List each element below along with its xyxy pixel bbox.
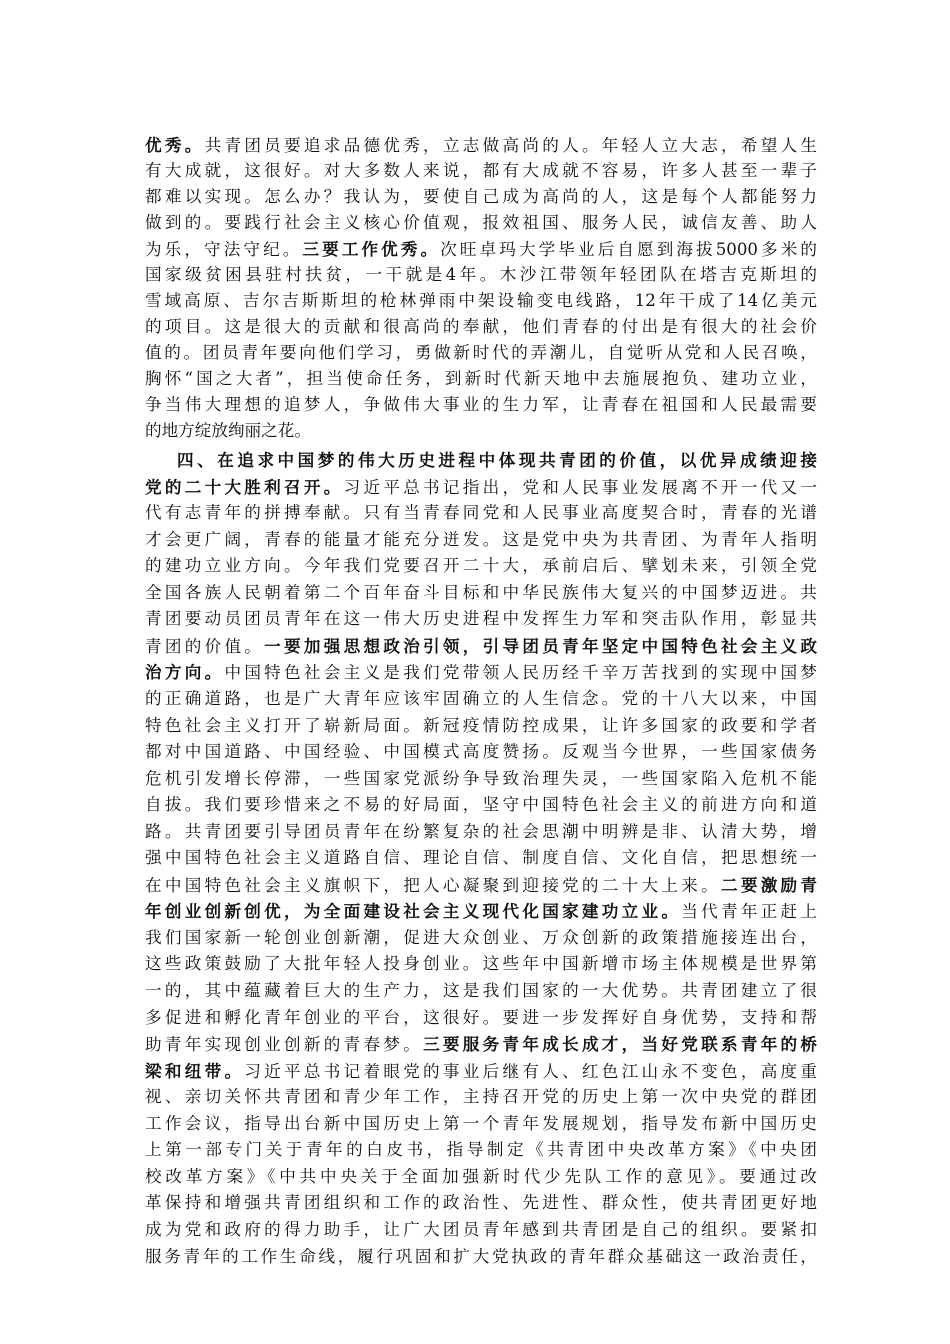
text-segment: 服务青年的工作生命线，履行巩固和扩大党执政的青年群众基础这一政治责任， — [145, 1246, 817, 1266]
text-line — [145, 925, 817, 951]
text-line — [145, 580, 817, 606]
text-segment: 做到的。要践行社会主义核心价值观，报效祖国、服务人民，诚信友善、助人 — [145, 213, 817, 232]
text-line — [145, 340, 817, 366]
bold-text-segment: 二要激励青 — [720, 874, 818, 895]
text-segment: 这些政策鼓励了大批年轻人投身创业。这些年中国新增市场主体规模是世界第 — [145, 954, 817, 974]
text-line — [145, 132, 817, 158]
text-line — [145, 366, 817, 392]
text-line — [145, 951, 817, 977]
text-line — [145, 1005, 817, 1031]
text-line — [145, 1164, 817, 1190]
text-line — [145, 527, 817, 553]
text-segment: 视、亲切关怀共青团和青少年工作，主持召开党的历史上第一次中央党的群团 — [145, 1087, 817, 1107]
text-line — [145, 1111, 817, 1137]
text-line — [145, 262, 817, 288]
text-segment: 青团的价值。 — [145, 636, 265, 656]
text-segment: 路。共青团要引导团员青年在纷繁复杂的社会思潮中明辨是非、认清大势，增 — [145, 821, 817, 841]
text-segment: 中国特色社会主义是我们党带领人民历经千辛万苦找到的实现中国梦 — [224, 663, 818, 683]
text-line — [145, 766, 817, 792]
text-line — [145, 474, 817, 500]
text-segment: 助青年实现创业创新的青春梦。 — [145, 1035, 424, 1055]
text-segment: 代有志青年的拼搏奉献。只有当青春同党和人民事业高度契合时，青春的光谱 — [145, 503, 817, 523]
text-line — [177, 447, 817, 473]
text-segment: 为乐，守法守纪。 — [145, 240, 303, 259]
text-line — [145, 792, 817, 818]
text-line — [145, 978, 817, 1004]
text-line — [145, 1058, 817, 1084]
bold-text-segment: 梁和纽带。 — [145, 1060, 245, 1081]
text-line — [145, 659, 817, 685]
text-segment: 都难以实现。怎么办？我认为，要使自己成为高尚的人，这是每个人都能努力 — [145, 187, 817, 206]
text-segment: 胸怀“国之大者”，担当使命任务，到新时代新天地中去施展抱负、建功立业， — [145, 369, 817, 388]
text-line — [145, 288, 817, 314]
text-segment: 危机引发增长停滞，一些国家党派纷争导致治理失灵，一些国家陷入危机不能 — [145, 768, 817, 788]
bold-text-segment: 三要工作优秀。 — [302, 239, 441, 259]
text-line — [145, 210, 817, 236]
text-segment: 上第一部专门关于青年的白皮书，指导制定《共青团中央改革方案》《中央团 — [145, 1140, 817, 1160]
text-segment: 成为党和政府的得力助手，让广大团员青年感到共青团是自己的组织。要紧扣 — [145, 1219, 817, 1239]
text-line — [145, 686, 817, 712]
text-segment: 革保持和增强共青团组织和工作的政治性、先进性、群众性，使共青团更好地 — [145, 1193, 817, 1213]
bold-text-segment: 三要服务青年成长成才，当好党联系青年的桥 — [423, 1034, 818, 1055]
text-segment: 的地方绽放绚丽之花。 — [145, 421, 311, 440]
text-segment: 校改革方案》《中共中央关于全面加强新时代少先队工作的意见》。要通过改 — [145, 1166, 817, 1186]
text-line — [145, 1217, 817, 1243]
text-line — [145, 1031, 817, 1057]
text-segment: 值的。团员青年要向他们学习，勇做新时代的弄潮儿，自觉听从党和人民召唤， — [145, 343, 817, 362]
text-line — [145, 872, 817, 898]
text-line — [145, 392, 817, 418]
text-segment: 的正确道路，也是广大青年应该牢固确立的人生信念。党的十八大以来，中国 — [145, 688, 817, 708]
text-segment: 当代青年正赶上 — [681, 902, 818, 922]
text-segment: 才会更广阔，青春的能量才能充分迸发。这是党中央为共青团、为青年人指明 — [145, 529, 817, 549]
text-segment: 在中国特色社会主义旗帜下，把人心凝聚到迎接党的二十大上来。 — [145, 875, 721, 895]
text-segment: 有大成就，这很好。对大多数人来说，都有大成就不容易，许多人甚至一辈子 — [145, 161, 817, 180]
bold-text-segment: 治方向。 — [145, 662, 225, 683]
text-line — [145, 1137, 817, 1163]
text-segment: 共青团员要追求品德优秀，立志做高尚的人。年轻人立大志，希望人生 — [204, 136, 818, 155]
text-segment: 强中国特色社会主义道路自信、理论自信、制度自信、文化自信，把思想统一 — [145, 848, 817, 868]
text-segment: 国家级贫困县驻村扶贫，一干就是4年。木沙江带领年轻团队在塔吉克斯坦的 — [145, 265, 817, 284]
text-line — [145, 1244, 817, 1270]
text-segment: 青团要动员团员青年在这一伟大历史进程中发挥生力军和突击队作用，彰显共 — [145, 609, 817, 629]
text-segment: 次旺卓玛大学毕业后自愿到海拔5000多米的 — [440, 240, 818, 259]
text-line — [145, 1084, 817, 1110]
text-line — [145, 606, 817, 632]
text-segment: 习近平总书记着眼党的事业后继有人、红色江山永不变色，高度重 — [244, 1061, 818, 1081]
text-line — [145, 845, 817, 871]
text-segment: 争当伟大理想的追梦人，争做伟大事业的生力军，让青春在祖国和人民最需要 — [145, 395, 817, 414]
text-segment: 工作会议，指导出台新中国历史上第一个青年发展规划，指导发布新中国历史 — [145, 1113, 817, 1133]
text-line — [145, 898, 817, 924]
text-line — [145, 553, 817, 579]
text-segment: 雪域高原、吉尔吉斯斯坦的枪林弹雨中架设输变电线路，12年干成了14亿美元 — [145, 291, 817, 310]
text-segment: 全国各族人民朝着第二个百年奋斗目标和中华民族伟大复兴的中国梦迈进。共 — [145, 582, 817, 602]
text-line — [145, 500, 817, 526]
bold-text-segment: 年创业创新创优，为全面建设社会主义现代化国家建功立业。 — [145, 901, 682, 922]
text-line — [145, 236, 817, 262]
text-line — [145, 314, 817, 340]
text-segment: 一的，其中蕴藏着巨大的生产力，这是我们国家的一大优势。共青团建立了很 — [145, 981, 817, 1000]
text-segment: 的项目。这是很大的贡献和很高尚的奉献，他们青春的付出是有很大的社会价 — [145, 317, 817, 336]
text-line — [145, 713, 817, 739]
text-line — [145, 184, 817, 210]
text-segment: 我们国家新一轮创业创新潮，促进大众创业、万众创新的政策措施接连出台， — [145, 927, 817, 947]
text-line — [145, 158, 817, 184]
bold-text-segment: 党的二十大胜利召开。 — [145, 476, 344, 497]
text-line — [145, 819, 817, 845]
text-segment: 习近平总书记指出，党和人民事业发展离不开一代又一 — [343, 477, 817, 497]
text-segment: 都对中国道路、中国经验、中国模式高度赞扬。反观当今世界，一些国家债务 — [145, 742, 817, 762]
text-segment: 特色社会主义打开了崭新局面。新冠疫情防控成果，让许多国家的政要和学者 — [145, 715, 817, 735]
text-segment: 自拔。我们要珍惜来之不易的好局面，坚守中国特色社会主义的前进方向和道 — [145, 795, 817, 815]
bold-text-segment: 优秀。 — [145, 135, 205, 155]
text-line — [145, 1190, 817, 1216]
bold-text-segment: 四、在追求中国梦的伟大历史进程中体现共青团的价值，以优异成绩迎接 — [177, 450, 817, 470]
text-segment: 多促进和孵化青年创业的平台，这很好。要进一步发挥好自身优势，支持和帮 — [145, 1007, 817, 1027]
bold-text-segment: 一要加强思想政治引领，引导团员青年坚定中国特色社会主义政 — [264, 635, 818, 656]
text-line — [145, 418, 817, 444]
text-line — [145, 739, 817, 765]
text-line — [145, 633, 817, 659]
text-segment: 的建功立业方向。今年我们党要召开二十大，承前启后、擘划未来，引领全党 — [145, 556, 817, 576]
